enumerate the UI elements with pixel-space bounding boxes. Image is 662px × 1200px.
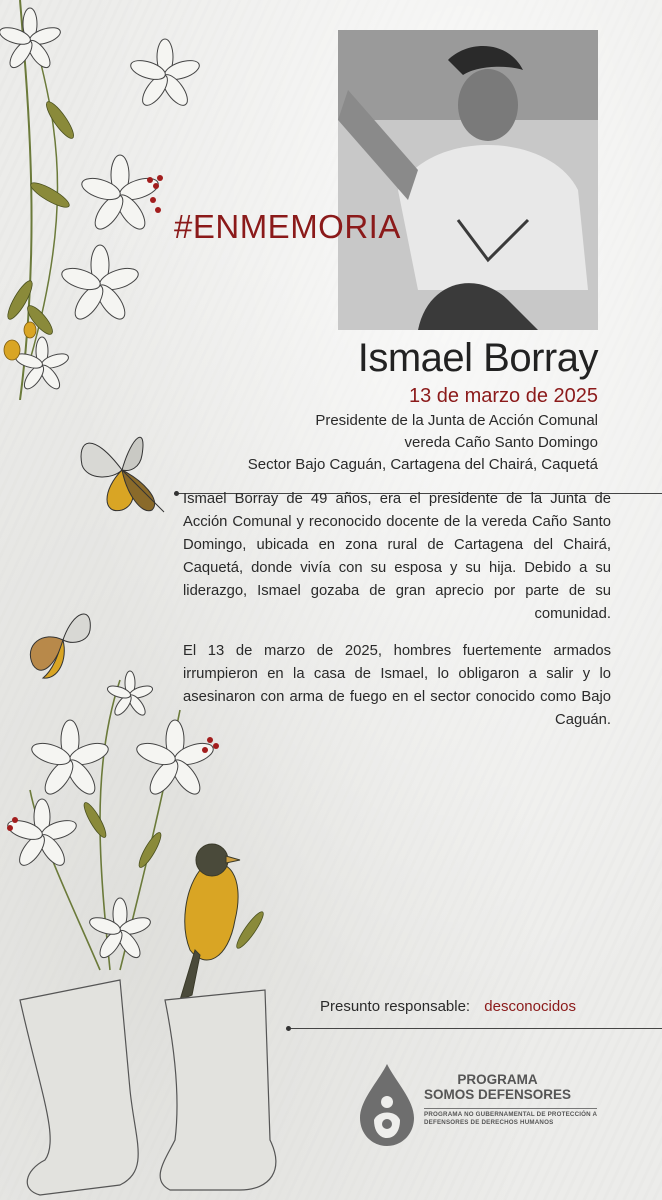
responsible-value: desconocidos — [484, 998, 577, 1015]
hashtag-title: #ENMEMORIA — [174, 208, 401, 245]
body-paragraph: Ismael Borray de 49 años, era el presidente de la Junta de Acción Comunal y reconocido docente de la vereda Caño Santo Domingo, ubicada en zona rural de Cartagena del Chairá, Caquetá, donde vivía con su esposa y su hija. Debido a su liderazgo, Ismael gozaba de gran aprecio por parte de su comunidad. — [183, 491, 611, 622]
body-paragraph: El 13 de marzo de 2025, hombres fuertemente armados irrumpieron en la casa de Ismael, lo obligaron a salir y lo asesinaron con arma de fuego en el sector conocido como Bajo Caguán. — [183, 643, 611, 728]
logo-title-line: PROGRAMA — [457, 1072, 538, 1087]
logo-subtitle-line: DEFENSORES DE DERECHOS HUMANOS — [424, 1119, 554, 1126]
divider-dot — [174, 491, 179, 496]
portrait-photo — [338, 30, 598, 330]
person-silhouette-icon — [338, 30, 598, 330]
person-role — [248, 410, 598, 476]
role-line: Presidente de la Junta de Acción Comunal — [315, 412, 598, 429]
logo-title-line: SOMOS DEFENSORES — [424, 1087, 572, 1102]
divider — [288, 1028, 662, 1029]
flower-illustration-top — [0, 0, 200, 400]
body-text — [183, 488, 611, 746]
logo-subtitle — [424, 1108, 597, 1127]
logo-subtitle-line: PROGRAMA NO GUBERNAMENTAL DE PROTECCIÓN A — [424, 1111, 598, 1118]
person-date: 13 de marzo de 2025 — [408, 385, 598, 407]
feet-flowers-bird-illustration — [0, 670, 290, 1200]
responsible-line — [320, 998, 576, 1015]
role-line: Sector Bajo Caguán, Cartagena del Chairá, Caquetá — [247, 456, 598, 473]
responsible-label: Presunto responsable: — [320, 998, 471, 1015]
logo-title — [424, 1072, 571, 1102]
droplet-logo-icon — [356, 1062, 418, 1150]
divider-dot — [286, 1026, 291, 1031]
person-name: Ismael Borray — [357, 336, 598, 380]
role-line: vereda Caño Santo Domingo — [404, 434, 598, 451]
butterfly-illustration — [72, 420, 172, 520]
somos-defensores-logo — [356, 1062, 616, 1152]
